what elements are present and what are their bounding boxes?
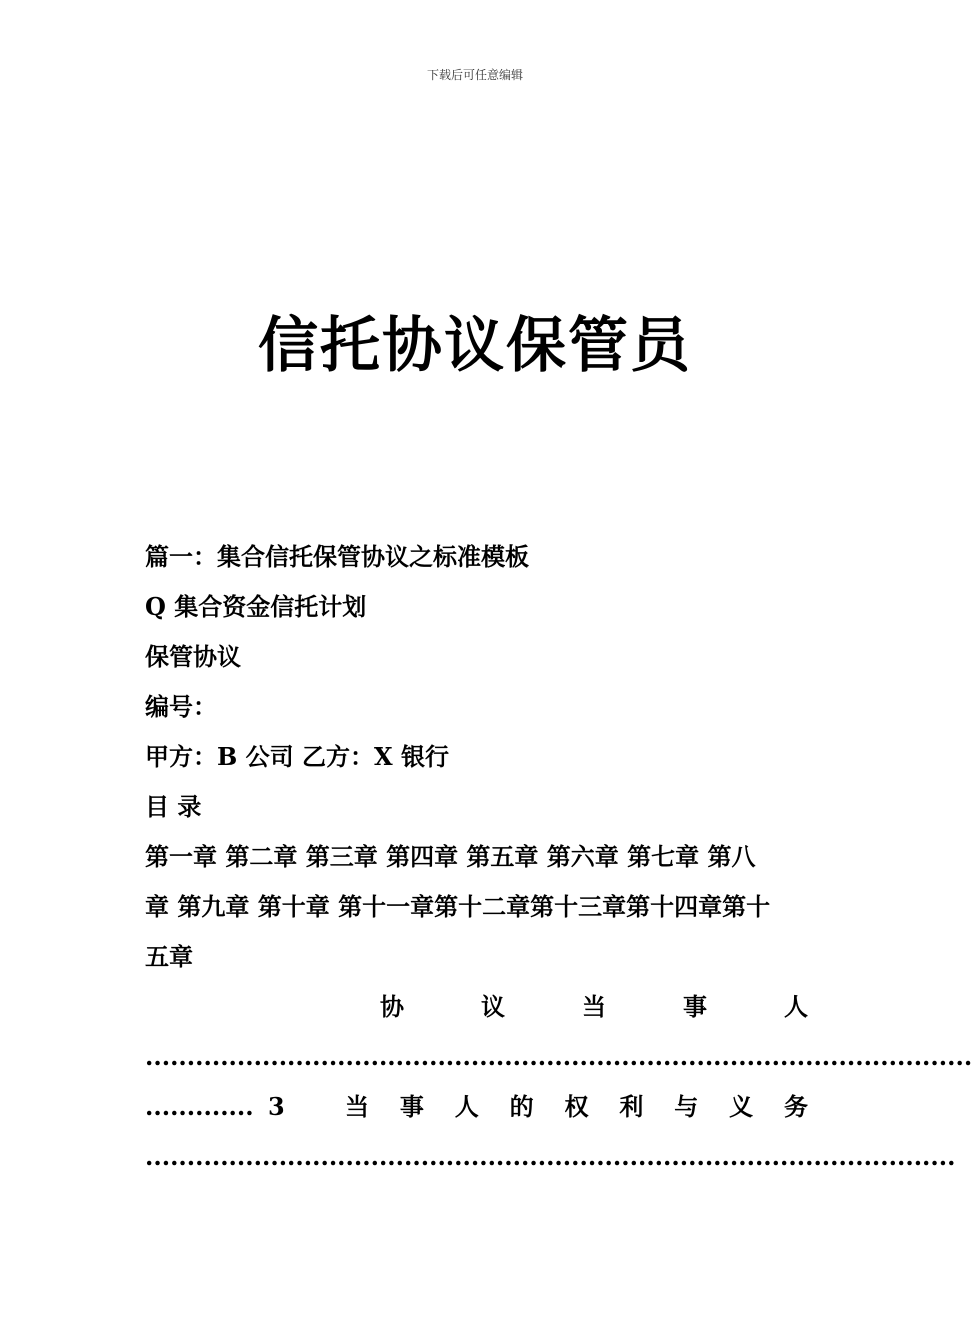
- section-heading: 篇一：集合信托保管协议之标准模板: [145, 542, 529, 571]
- toc-char: 务: [784, 1092, 808, 1121]
- toc-char: 人: [784, 992, 808, 1021]
- agreement-name: 保管协议: [145, 642, 241, 671]
- toc-page-number: 3: [268, 1092, 285, 1121]
- plan-name: Q 集合资金信托计划: [145, 592, 367, 621]
- toc-char: 的: [509, 1092, 534, 1121]
- toc-char: 当: [345, 1092, 369, 1121]
- chapter-list-line-2: 章 第九章 第十章 第十一章第十二章第十三章第十四章第十: [145, 892, 771, 921]
- toc-leader-dots-2: .............: [145, 1092, 254, 1121]
- toc-char: 人: [454, 1092, 479, 1121]
- toc-char: 利: [619, 1092, 644, 1121]
- toc-char: 议: [481, 992, 505, 1021]
- toc-char: 权: [564, 1092, 589, 1121]
- toc-heading: 目 录: [145, 792, 202, 821]
- toc-char: 当: [582, 992, 606, 1021]
- serial-number-label: 编号：: [145, 692, 217, 721]
- toc-leader-dots-1: ...................................................................................................: [145, 1042, 972, 1071]
- toc-char: 事: [683, 992, 707, 1021]
- document-title: 信托协议保管员: [258, 311, 692, 381]
- toc-char: 与: [674, 1092, 699, 1121]
- toc-entry-2-title: [345, 1091, 808, 1123]
- chapter-list-line-3: 五章: [145, 942, 193, 971]
- chapter-list-line-1: 第一章 第二章 第三章 第四章 第五章 第六章 第七章 第八: [145, 842, 756, 871]
- toc-entry-1-title: [380, 991, 808, 1023]
- toc-char: 事: [399, 1092, 424, 1121]
- toc-char: 协: [380, 992, 404, 1021]
- parties-line: 甲方：B 公司 乙方：X 银行: [145, 742, 449, 771]
- toc-leader-dots-3: .................................................................................................: [145, 1142, 956, 1171]
- header-note: 下载后可任意编辑: [426, 68, 523, 82]
- toc-char: 义: [729, 1092, 754, 1121]
